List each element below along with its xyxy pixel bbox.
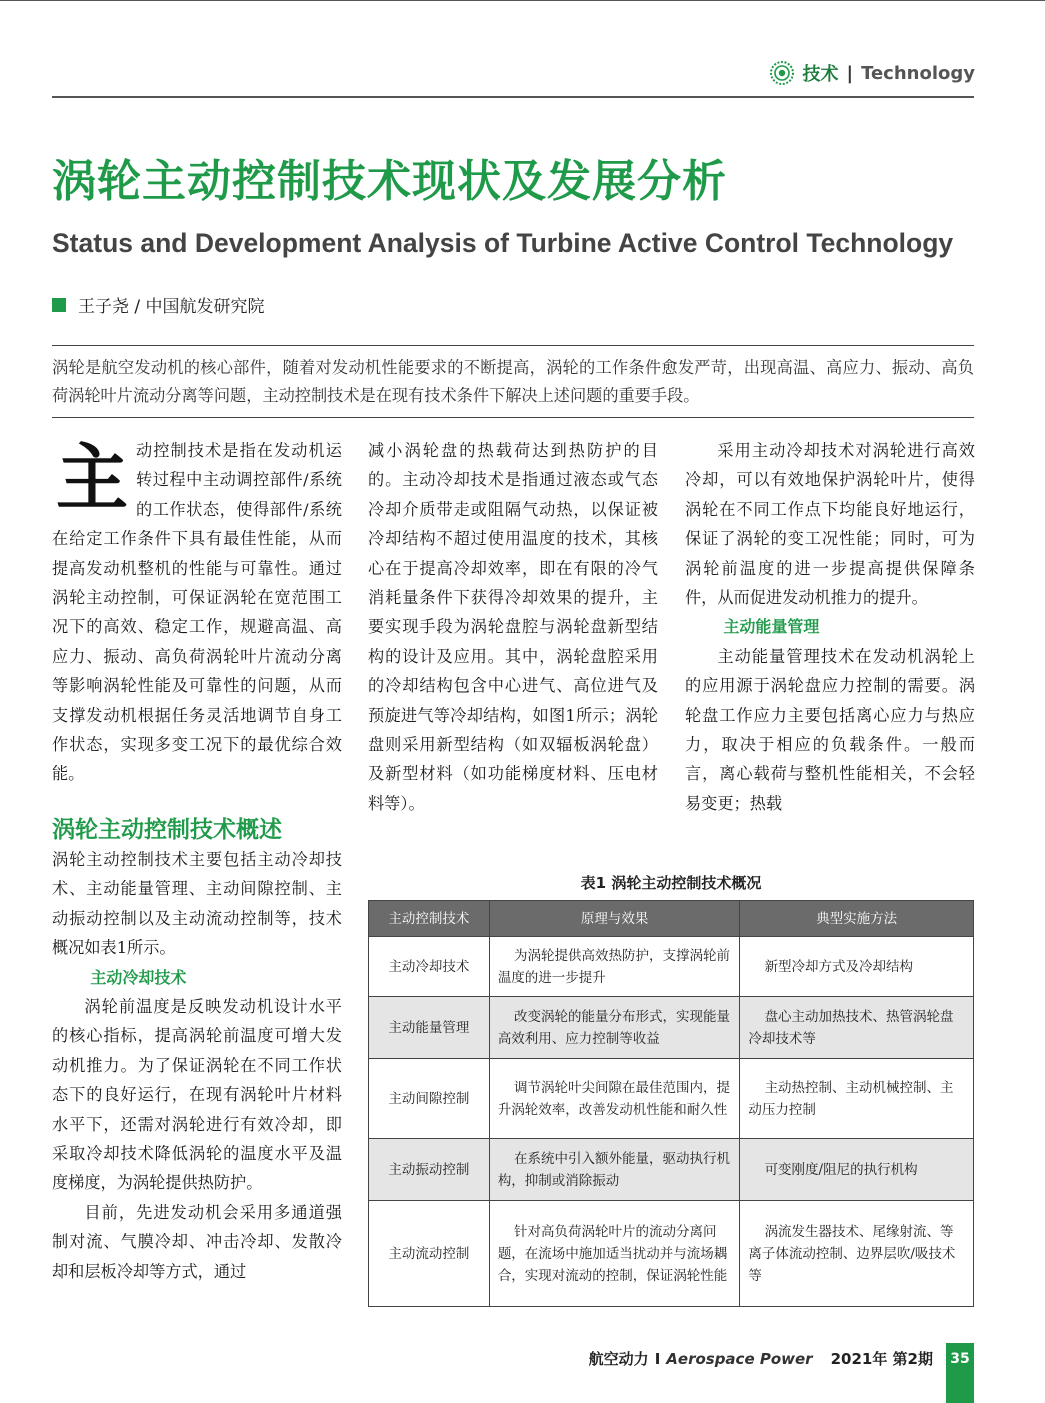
table-cell: 主动间隙控制	[369, 1059, 490, 1139]
column-1	[52, 436, 342, 1286]
table-cell: 主动能量管理	[369, 997, 490, 1059]
journal-name-en: Aerospace Power	[666, 1349, 813, 1368]
table-header-cell: 主动控制技术	[369, 901, 490, 937]
footer-journal	[589, 1348, 933, 1369]
table-cell: 可变刚度/阻尼的执行机构	[740, 1139, 974, 1201]
table-cell: 主动热控制、主动机械控制、主动压力控制	[740, 1059, 974, 1139]
intro-paragraph	[52, 436, 342, 789]
journal-separator: I	[654, 1349, 661, 1368]
section-label-zh: 技术	[802, 64, 839, 85]
page-number: 35	[946, 1343, 974, 1403]
column-3	[685, 436, 975, 818]
table-cell: 主动冷却技术	[369, 937, 490, 997]
table-header-cell: 典型实施方法	[740, 901, 974, 937]
table-cell: 主动流动控制	[369, 1201, 490, 1307]
section-label-en: Technology	[861, 62, 975, 84]
table-row	[369, 937, 974, 997]
article-title: 涡轮主动控制技术现状及发展分析	[52, 156, 727, 207]
table-cell: 改变涡轮的能量分布形式，实现能量高效利用、应力控制等收益	[489, 997, 740, 1059]
section-tag	[769, 60, 976, 86]
table-cell: 调节涡轮叶尖间隙在最佳范围内，提升涡轮效率，改善发动机性能和耐久性	[489, 1059, 740, 1139]
header-rule	[52, 96, 974, 98]
author-square-icon	[52, 298, 66, 312]
table-cell: 主动振动控制	[369, 1139, 490, 1201]
table-cell: 针对高负荷涡轮叶片的流动分离问题，在流场中施加适当扰动并与流场耦合，实现对流动的控制，保证涡轮性能	[489, 1201, 740, 1307]
table-header-cell: 原理与效果	[489, 901, 740, 937]
article-subtitle: Status and Development Analysis of Turbine Active Control Technology	[52, 228, 954, 258]
table-row	[369, 1059, 974, 1139]
journal-name-zh: 航空动力	[588, 1350, 649, 1368]
table-row	[369, 1139, 974, 1201]
table-cell: 为涡轮提供高效热防护，支撑涡轮前温度的进一步提升	[489, 937, 740, 997]
journal-issue: 2021年 第2期	[830, 1350, 933, 1368]
column-2	[368, 436, 658, 818]
section-heading-overview: 涡轮主动控制技术概述	[52, 816, 282, 843]
table-cell: 新型冷却方式及冷却结构	[740, 937, 974, 997]
cooling-paragraph-2: 目前，先进发动机会采用多通道强制对流、气膜冷却、冲击冷却、发散冷却和层板冷却等方式，通过	[52, 1202, 342, 1281]
gear-logo-icon	[769, 60, 795, 86]
table-cell: 涡流发生器技术、尾缘射流、等离子体流动控制、边界层吹/吸技术等	[740, 1201, 974, 1307]
author-line	[52, 292, 265, 317]
section-separator: |	[846, 62, 854, 84]
cooling-paragraph-4: 采用主动冷却技术对涡轮进行高效冷却，可以有效地保护涡轮叶片，使得涡轮在不同工作点下均能良好地运行，保证了涡轮的变工况性能；同时，可为涡轮前温度的进一步提高提供保障条件，从而促进发动机推力的提升。	[685, 441, 975, 608]
intro-text: 动控制技术是指在发动机运转过程中主动调控部件/系统的工作状态，使得部件/系统在给定工作条件下具有最佳性能，从而提高发动机整机的性能与可靠性。通过涡轮主动控制，可保证涡轮在宽范围工况下的高效、稳定工作，规避高温、高应力、振动、高负荷涡轮叶片流动分离等影响涡轮性能及可靠性的问题，从而支撑发动机根据任务灵活地调节自身工作状态，实现多变工况下的最优综合效能。	[52, 441, 342, 784]
table-cell: 在系统中引入额外能量，驱动执行机构，抑制或消除振动	[489, 1139, 740, 1201]
drop-cap: 主	[56, 435, 129, 520]
table-cell: 盘心主动加热技术、热管涡轮盘冷却技术等	[740, 997, 974, 1059]
subheading-energy-management: 主动能量管理	[723, 617, 820, 637]
technology-table	[368, 900, 974, 1307]
top-border-line	[0, 0, 1045, 1]
overview-paragraph: 涡轮主动控制技术主要包括主动冷却技术、主动能量管理、主动间隙控制、主动振动控制以及主动流动控制等，技术概况如表1所示。	[52, 849, 342, 958]
table-row	[369, 997, 974, 1059]
table-row	[369, 1201, 974, 1307]
abstract: 涡轮是航空发动机的核心部件，随着对发动机性能要求的不断提高，涡轮的工作条件愈发严苛，出现高温、高应力、振动、高负荷涡轮叶片流动分离等问题，主动控制技术是在现有技术条件下解决上述问题的重要手段。	[52, 345, 974, 418]
table-caption: 表1 涡轮主动控制技术概况	[580, 874, 762, 892]
author-name: 王子尧 / 中国航发研究院	[78, 297, 265, 317]
cooling-paragraph-1: 涡轮前温度是反映发动机设计水平的核心指标，提高涡轮前温度可增大发动机推力。为了保证涡轮在不同工作状态下的良好运行，在现有涡轮叶片材料水平下，还需对涡轮进行有效冷却，即采取冷却技术降低涡轮的温度水平及温度梯度，为涡轮提供热防护。	[52, 996, 342, 1193]
table-header-row	[369, 901, 974, 937]
cooling-paragraph-3: 减小涡轮盘的热载荷达到热防护的目的。主动冷却技术是指通过液态或气态冷却介质带走或阻隔气动热，以保证被冷却结构不超过使用温度的技术，其核心在于提高冷却效率，即在有限的冷气消耗量条件下获得冷却效果的提升，主要实现手段为涡轮盘腔与涡轮盘新型结构的设计及应用。其中，涡轮盘腔采用的冷却结构包含中心进气、高位进气及预旋进气等冷却结构，如图1所示；涡轮盘则采用新型结构（如双辐板涡轮盘）及新型材料（如功能梯度材料、压电材料等）。	[368, 441, 658, 813]
energy-paragraph: 主动能量管理技术在发动机涡轮上的应用源于涡轮盘应力控制的需要。涡轮盘工作应力主要包括离心应力与热应力，取决于相应的负载条件。一般而言，离心载荷与整机性能相关，不会轻易变更；热载	[685, 646, 975, 813]
subheading-active-cooling: 主动冷却技术	[90, 967, 187, 987]
